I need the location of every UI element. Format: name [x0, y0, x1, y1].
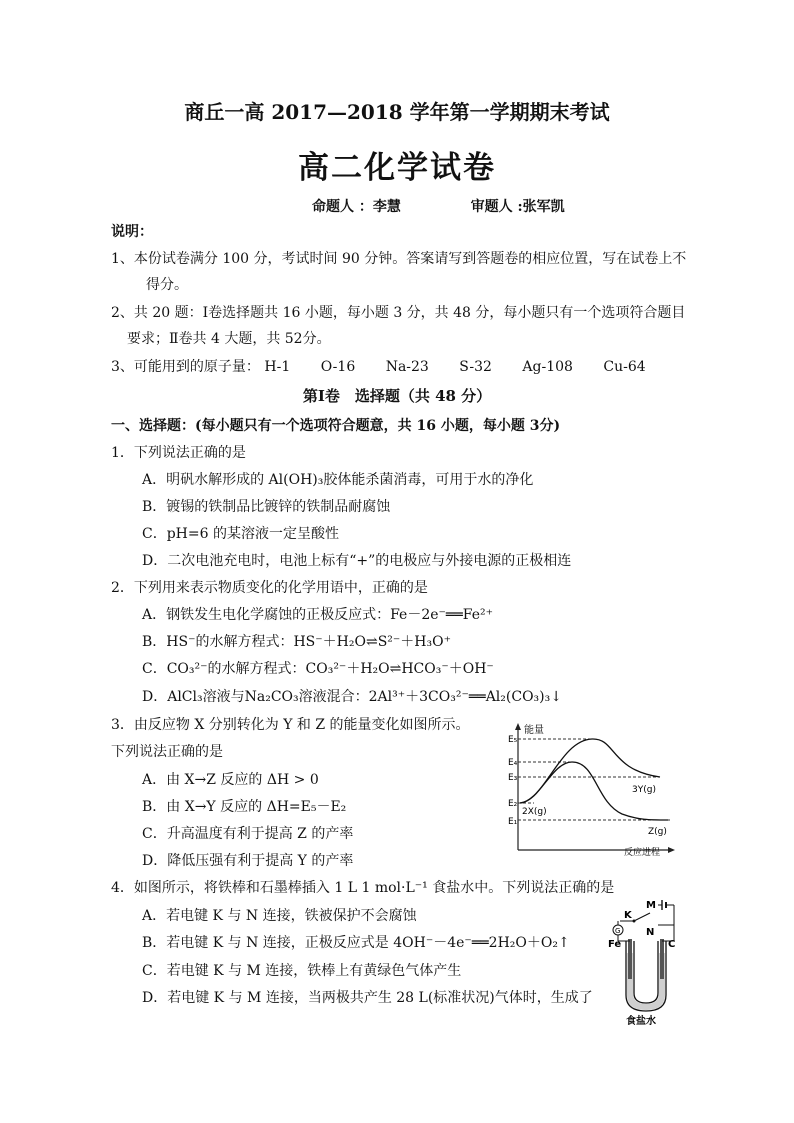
school-exam-title: 商丘一高 2017—2018 学年第一学期期末考试	[184, 100, 610, 124]
salt-solution	[627, 953, 665, 1010]
level-e1: E₁	[508, 817, 518, 827]
q1-option-c: C．pH=6 的某溶液一定呈酸性	[142, 526, 339, 542]
atomic-mass: H-1	[264, 359, 291, 375]
note-1-line-2: 得分。	[146, 277, 188, 293]
reviewer: 审题人 :张军凯	[470, 199, 565, 215]
q4-option-c: C．若电键 K 与 M 连接，铁棒上有黄绿色气体产生	[142, 963, 462, 979]
q1-option-d: D．二次电池充电时，电池上标有“+”的电极应与外接电源的正极相连	[142, 553, 572, 569]
level-e5: E₅	[508, 735, 518, 745]
note-3-label: 3、可能用到的原子量：	[111, 359, 260, 375]
q1-stem: 1．下列说法正确的是	[111, 445, 246, 461]
notes-heading: 说明：	[111, 224, 153, 240]
product-y-label: 3Y(g)	[632, 785, 656, 795]
iron-electrode-label: Fe	[608, 939, 622, 950]
energy-diagram	[500, 722, 680, 858]
q2-option-c: C．CO₃²⁻的水解方程式：CO₃²⁻＋H₂O⇌HCO₃⁻＋OH⁻	[142, 661, 494, 677]
atomic-mass: Ag-108	[522, 359, 573, 375]
switch-k-label: K	[624, 910, 632, 921]
switch-blade	[634, 913, 650, 921]
setter: 命题人 ：李慧	[312, 199, 401, 215]
x-axis-label: 反应进程	[624, 848, 661, 858]
level-e4: E₄	[508, 758, 518, 768]
solution-label: 食盐水	[626, 1016, 656, 1025]
authors	[312, 196, 565, 216]
q1-option-a: A．明矾水解形成的 Al(OH)₃胶体能杀菌消毒，可用于水的净化	[142, 472, 534, 488]
atomic-mass: Cu-64	[603, 359, 646, 375]
atomic-mass: Na-23	[385, 359, 429, 375]
q1-option-b: B．镀锡的铁制品比镀锌的铁制品耐腐蚀	[142, 499, 391, 515]
product-z-label: Z(g)	[648, 827, 667, 837]
q3-option-c: C．升高温度有利于提高 Z 的产率	[142, 826, 354, 842]
galvanometer-label: G	[615, 927, 621, 935]
q3-option-a: A．由 X→Z 反应的 ΔH > 0	[142, 772, 319, 788]
q2-option-d: D．AlCl₃溶液与Na₂CO₃溶液混合：2Al³⁺＋3CO₃²⁻══Al₂(CO₃)₃↓	[142, 689, 562, 705]
section-instructions: 一、选择题：(每小题只有一个选项符合题意，共 16 小题，每小题 3分)	[111, 418, 561, 434]
y-axis-label: 能量	[524, 725, 544, 736]
contact-m-label: M	[646, 900, 656, 911]
y-axis-arrow	[515, 723, 521, 730]
x-axis-arrow	[668, 847, 675, 853]
contact-n-label: N	[646, 927, 655, 938]
u-tube-inner	[634, 941, 658, 1003]
electrolysis-cell-diagram	[606, 895, 688, 1025]
carbon-electrode-label: C	[668, 939, 676, 950]
level-e2: E₂	[508, 799, 518, 809]
atomic-mass: S-32	[459, 359, 492, 375]
atomic-mass: O-16	[320, 359, 356, 375]
q3-stem-line-1: 3．由反应物 X 分别转化为 Y 和 Z 的能量变化如图所示。	[111, 717, 470, 733]
q4-option-a: A．若电键 K 与 N 连接，铁被保护不会腐蚀	[142, 908, 417, 924]
note-2-line-1: 2、共 20 题：Ⅰ卷选择题共 16 小题，每小题 3 分，共 48 分，每小题只有一个选项符合题目	[111, 305, 686, 321]
q2-stem: 2．下列用来表示物质变化的化学用语中，正确的是	[111, 580, 428, 596]
reactant-label: 2X(g)	[522, 807, 547, 817]
iron-rod	[628, 939, 632, 979]
q2-option-b: B．HS⁻的水解方程式：HS⁻＋H₂O⇌S²⁻＋H₃O⁺	[142, 634, 451, 650]
section-title: 第Ⅰ卷 选择题（共 48 分）	[302, 387, 492, 405]
q4-option-b: B．若电键 K 与 N 连接，正极反应式是 4OH⁻－4e⁻══2H₂O＋O₂↑	[142, 935, 570, 951]
q2-option-a: A．钢铁发生电化学腐蚀的正极反应式：Fe－2e⁻══Fe²⁺	[142, 607, 494, 623]
q3-option-b: B．由 X→Y 反应的 ΔH=E₅－E₂	[142, 799, 347, 815]
paper-title: 高二化学试卷	[298, 150, 496, 186]
carbon-rod	[660, 939, 664, 979]
level-e3: E₃	[508, 773, 518, 783]
note-2-line-2: 要求；Ⅱ卷共 4 大题，共 52分。	[127, 331, 331, 347]
note-1-line-1: 1、本份试卷满分 100 分，考试时间 90 分钟。答案请写到答题卷的相应位置，写在试卷上不	[111, 251, 687, 267]
note-3	[111, 357, 672, 377]
q4-option-d: D．若电键 K 与 M 连接，当两极共产生 28 L(标准状况)气体时，生成了	[142, 990, 593, 1006]
q3-option-d: D．降低压强有利于提高 Y 的产率	[142, 853, 354, 869]
q3-stem-line-2: 下列说法正确的是	[111, 744, 223, 760]
q4-stem: 4．如图所示，将铁棒和石墨棒插入 1 L 1 mol·L⁻¹ 食盐水中。下列说法正确的是	[111, 880, 615, 896]
